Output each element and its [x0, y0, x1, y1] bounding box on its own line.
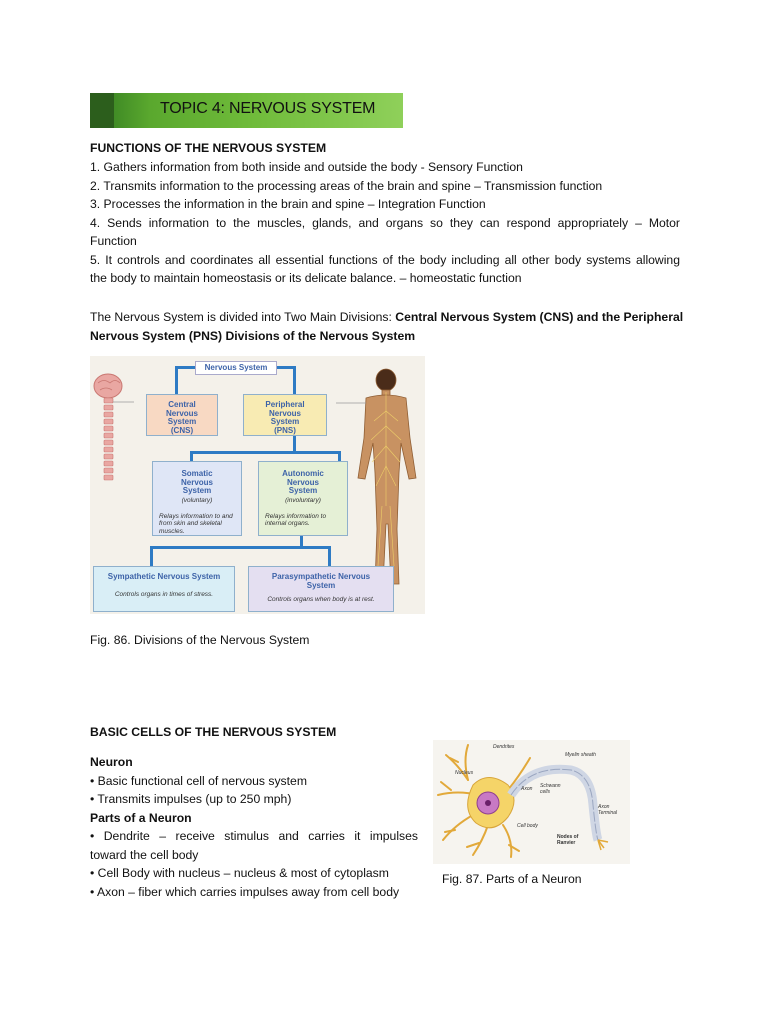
basic-cells-heading: BASIC CELLS OF THE NERVOUS SYSTEM: [90, 725, 337, 739]
connector: [328, 546, 331, 566]
banner-accent: [90, 93, 114, 128]
label-terminal: Axon Terminal: [598, 804, 617, 816]
box-cns-label: Central Nervous System (CNS): [165, 400, 198, 435]
nervous-system-divisions-figure: [90, 356, 425, 614]
divisions-intro-plain: The Nervous System is divided into Two Main Divisions:: [90, 310, 396, 324]
label-nodes: Nodes of Ranvier: [557, 834, 579, 846]
label-dendrites: Dendrites: [493, 744, 515, 750]
connector: [190, 451, 193, 461]
box-pns: [243, 394, 327, 436]
function-item: 1. Gathers information from both inside and outside the body - Sensory Function: [90, 160, 523, 174]
parts-item: toward the cell body: [90, 847, 199, 862]
function-item: 5. It controls and coordinates all essential functions of the body including all other body systems allowing: [90, 252, 680, 267]
parts-item: • Axon – fiber which carries impulses away from cell body: [90, 884, 400, 899]
box-autonomic: [258, 461, 348, 536]
label-myelin: Myelin sheath: [565, 752, 596, 758]
box-sympathetic-label: Sympathetic Nervous System: [107, 572, 221, 581]
label-schwann: Schwann cells: [540, 783, 561, 795]
box-pns-label: Peripheral Nervous System (PNS): [265, 400, 305, 435]
connector: [190, 451, 340, 454]
parts-item: • Cell Body with nucleus – nucleus & most of cytoplasm: [90, 866, 389, 880]
divisions-intro-line2: Nervous System (PNS) Divisions of the Nervous System: [90, 328, 416, 343]
box-nervous-system-label: Nervous System: [204, 363, 268, 372]
function-item: 3. Processes the information in the brain and spine – Integration Function: [90, 197, 486, 211]
neuron-item: • Basic functional cell of nervous system: [90, 773, 307, 788]
topic-banner: [90, 93, 403, 128]
neuron-title: Neuron: [90, 755, 133, 769]
divisions-intro: [90, 308, 684, 345]
box-nervous-system: [195, 361, 277, 375]
box-autonomic-label: Autonomic Nervous System: [282, 469, 324, 495]
neuron-item: • Transmits impulses (up to 250 mph): [90, 792, 292, 806]
parts-title: Parts of a Neuron: [90, 810, 192, 825]
neuron-block: [90, 753, 418, 901]
divisions-intro-bold: Central Nervous System (CNS) and the Peripheral: [395, 310, 684, 324]
fig87-caption: Fig. 87. Parts of a Neuron: [442, 872, 582, 886]
box-somatic-desc: Relays information to and from skin and skeletal muscles.: [159, 512, 233, 535]
connector: [293, 366, 296, 396]
fig86-caption: Fig. 86. Divisions of the Nervous System: [90, 633, 310, 647]
box-parasympathetic: [248, 566, 394, 612]
box-autonomic-desc: Relays information to internal organs.: [265, 512, 327, 527]
connector: [150, 546, 330, 549]
function-item: 4. Sends information to the muscles, glands, and organs so they can respond appropriately – Motor: [90, 215, 680, 230]
connector: [175, 366, 178, 396]
box-autonomic-type: (involuntary): [285, 496, 321, 504]
label-axon: Axon: [521, 786, 533, 792]
connector: [150, 546, 153, 566]
box-parasympathetic-desc: Controls organs when body is at rest.: [267, 596, 375, 603]
box-somatic-type: (voluntary): [181, 496, 213, 504]
connector: [175, 366, 195, 369]
connector: [338, 451, 341, 461]
box-somatic: [152, 461, 242, 536]
label-nucleus: Nucleus: [455, 770, 474, 776]
function-item: Function: [90, 234, 137, 248]
function-item: the body to maintain homeostasis or its delicate balance. – homeostatic function: [90, 271, 522, 285]
box-cns: [146, 394, 218, 436]
box-sympathetic-desc: Controls organs in times of stress.: [114, 591, 214, 598]
topic-title: TOPIC 4: NERVOUS SYSTEM: [160, 100, 376, 117]
neuron-illustration: [433, 740, 630, 864]
label-cellbody: Cell body: [517, 823, 538, 829]
neuron-figure: [433, 740, 630, 864]
box-sympathetic: [93, 566, 235, 612]
parts-item: • Dendrite – receive stimulus and carries it impulses: [90, 829, 418, 843]
box-parasympathetic-label: Parasympathetic Nervous System: [271, 572, 371, 590]
function-item: 2. Transmits information to the processing areas of the brain and spine – Transmission function: [90, 178, 603, 193]
box-somatic-label: Somatic Nervous System: [180, 469, 213, 495]
functions-list: [90, 158, 680, 288]
functions-heading: FUNCTIONS OF THE NERVOUS SYSTEM: [90, 141, 327, 155]
